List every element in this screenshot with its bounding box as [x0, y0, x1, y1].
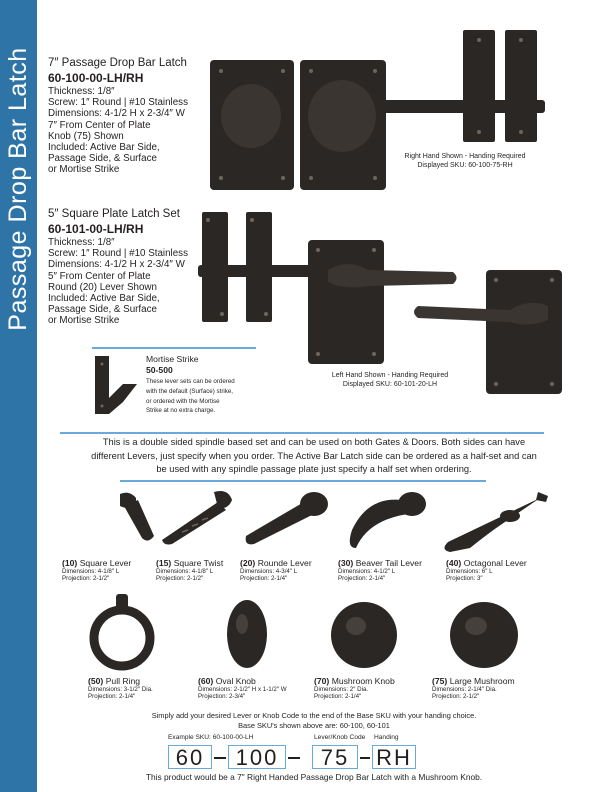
square-lever-image: [100, 488, 160, 548]
lever-projection: Projection: 2-1/4″: [240, 575, 288, 582]
caption-line: Displayed SKU: 60-100-75-RH: [417, 161, 513, 169]
knob-item-pull-ring: [88, 676, 153, 700]
lever-item-rounde-lever: [240, 558, 312, 582]
description-line: be used with any spindle passage plate just specify a half set when ordering.: [156, 464, 472, 474]
spec-line: 7″ From Center of Plate: [48, 119, 151, 131]
product1-sku: 60-100-00-LH/RH: [48, 71, 144, 85]
octagonal-lever-image: [440, 488, 552, 558]
spec-line: Included: Active Bar Side,: [48, 293, 160, 305]
knob-dimensions: Dimensions: 2″ Dia.: [314, 686, 369, 693]
knob-projection: Projection: 2-1/4″: [314, 693, 362, 700]
spec-line: Knob (75) Shown: [48, 130, 124, 142]
lever-projection: Projection: 2-1/4″: [338, 575, 386, 582]
ordering-line2: Base SKU's shown above are: 60-100, 60-101: [238, 721, 390, 730]
lever-item-beaver-tail: [338, 558, 422, 582]
description-rule-bottom: [120, 480, 486, 482]
lever-item-octagonal: [446, 558, 527, 582]
large-mushroom-image: [444, 598, 524, 672]
knob-name: Mushroom Knob: [331, 676, 395, 686]
knob-dimensions: Dimensions: 3-1/2″ Dia.: [88, 686, 153, 693]
caption-line: Left Hand Shown - Handing Required: [331, 372, 449, 379]
pull-ring-image: [82, 592, 162, 674]
sku-part-base: 60: [168, 745, 212, 769]
product2-caption: [300, 372, 480, 389]
sku-dash: [288, 757, 300, 759]
lever-code: (10): [62, 558, 78, 568]
mortise-note: [146, 377, 235, 416]
rounde-lever-image: [238, 490, 332, 550]
knob-projection: Projection: 2-3/4″: [198, 693, 246, 700]
spec-line: Dimensions: 4-1/2 H x 2-3/4″ W: [48, 108, 185, 120]
spec-line: or Mortise Strike: [48, 164, 120, 176]
knob-item-mushroom: [314, 676, 395, 700]
knob-code: (50): [88, 676, 104, 686]
knob-name: Large Mushroom: [449, 676, 515, 686]
lever-dimensions: Dimensions: 4-1/8″ L: [156, 568, 214, 575]
spec-line: 5″ From Center of Plate: [48, 270, 151, 282]
mortise-sku: 50-500: [146, 365, 173, 375]
lever-item-square-lever: [62, 558, 131, 582]
description: [44, 436, 584, 477]
example-sku-label: Example SKU: 60-100-00-LH: [168, 734, 254, 741]
knob-item-oval: [198, 676, 287, 700]
mortise-rule: [92, 347, 256, 349]
knob-dimensions: Dimensions: 2-1/2″ H x 1-1/2″ W: [198, 686, 287, 693]
note-line: or ordered with the Mortise: [146, 397, 220, 405]
lever-dimensions: Dimensions: 4-3/4″ L: [240, 568, 298, 575]
spec-line: Thickness: 1/8″: [48, 237, 115, 248]
lever-name: Square Twist: [173, 558, 224, 568]
sku-part-handing: RH: [372, 745, 416, 769]
product2-specs: [48, 237, 188, 327]
description-rule-top: [60, 432, 544, 434]
beaver-tail-lever-image: [338, 490, 438, 554]
product2-title: 5″ Square Plate Latch Set: [48, 208, 180, 220]
sidebar-title: Passage Drop Bar Latch: [4, 47, 32, 331]
lever-name: Rounde Lever: [257, 558, 312, 568]
ordering-line1: Simply add your desired Lever or Knob Code to the end of the Base SKU with your handing choice.: [151, 711, 477, 720]
spec-line: Passage Side, & Surface: [48, 304, 157, 316]
square-twist-image: [152, 488, 242, 550]
spec-line: or Mortise Strike: [48, 315, 120, 327]
description-line: This is a double sided spindle based set and can be used on both Gates & Doors. Both sides can have: [102, 437, 526, 447]
description-line: different Levers, just specify when you order. The Active Bar Latch side can be ordered as a half-set and can: [91, 450, 537, 461]
knob-projection: Projection: 2-1/4″: [88, 693, 136, 700]
knob-code: (70): [314, 676, 330, 686]
note-line: with the default (Surface) strike,: [146, 387, 234, 395]
handing-label: Handing: [374, 734, 399, 741]
product2-sku: 60-101-00-LH/RH: [48, 222, 144, 236]
lever-dimensions: Dimensions: 4-1/8″ L: [62, 568, 120, 575]
lever-name: Octagonal Lever: [463, 558, 527, 568]
sku-dash: [360, 757, 370, 759]
product1-specs: [48, 86, 188, 176]
spec-line: Screw: 1″ Round | #10 Stainless: [48, 248, 188, 260]
spec-line: Dimensions: 4-1/2 H x 2-3/4″ W: [48, 259, 185, 271]
spec-line: Thickness: 1/8″: [48, 86, 115, 97]
note-line: These lever sets can be ordered: [146, 378, 235, 385]
note-line: Strike at no extra charge.: [146, 407, 216, 415]
caption-line: Right Hand Shown - Handing Required: [404, 153, 526, 160]
knob-item-large-mushroom: [432, 676, 515, 700]
sku-dash: [214, 757, 226, 759]
product1-caption: [380, 153, 550, 170]
product1-title: 7″ Passage Drop Bar Latch: [48, 57, 187, 69]
spec-line: Screw: 1″ Round | #10 Stainless: [48, 97, 188, 109]
lever-dimensions: Dimensions: 6″ L: [446, 568, 493, 575]
oval-knob-image: [222, 594, 272, 674]
lever-code: (30): [338, 558, 354, 568]
caption-line: Displayed SKU: 60-101-20-LH: [342, 380, 438, 388]
lever-item-square-twist: [156, 558, 223, 582]
spec-line: Round (20) Lever Shown: [48, 281, 157, 293]
lever-name: Square Lever: [79, 558, 132, 568]
knob-name: Pull Ring: [105, 676, 141, 686]
lever-dimensions: Dimensions: 4-1/2″ L: [338, 568, 396, 575]
knob-projection: Projection: 2-1/2″: [432, 693, 480, 700]
knob-code: (60): [198, 676, 214, 686]
mushroom-knob-image: [326, 598, 402, 672]
lever-code: (20): [240, 558, 256, 568]
mortise-title: Mortise Strike: [146, 354, 199, 364]
lever-projection: Projection: 2-1/2″: [62, 575, 110, 582]
lever-code: (40): [446, 558, 462, 568]
knob-dimensions: Dimensions: 2-1/4″ Dia.: [432, 686, 497, 693]
sku-part-model: 100: [228, 745, 286, 769]
lever-projection: Projection: 2-1/2″: [156, 575, 204, 582]
sku-part-lever-knob-code: 75: [312, 745, 358, 769]
lever-name: Beaver Tail Lever: [355, 558, 422, 568]
spec-line: Included: Active Bar Side,: [48, 142, 160, 154]
lever-code: (15): [156, 558, 172, 568]
knob-name: Oval Knob: [215, 676, 256, 686]
ordering-footer: This product would be a 7″ Right Handed Passage Drop Bar Latch with a Mushroom Knob.: [145, 772, 483, 782]
mortise-strike-image: [93, 354, 139, 416]
spec-line: Passage Side, & Surface: [48, 153, 157, 165]
lever-projection: Projection: 3″: [446, 575, 483, 582]
knob-code: (75): [432, 676, 448, 686]
lever-knob-code-label: Lever/Knob Code: [314, 734, 366, 741]
square-plate-latch-image: [198, 210, 568, 395]
